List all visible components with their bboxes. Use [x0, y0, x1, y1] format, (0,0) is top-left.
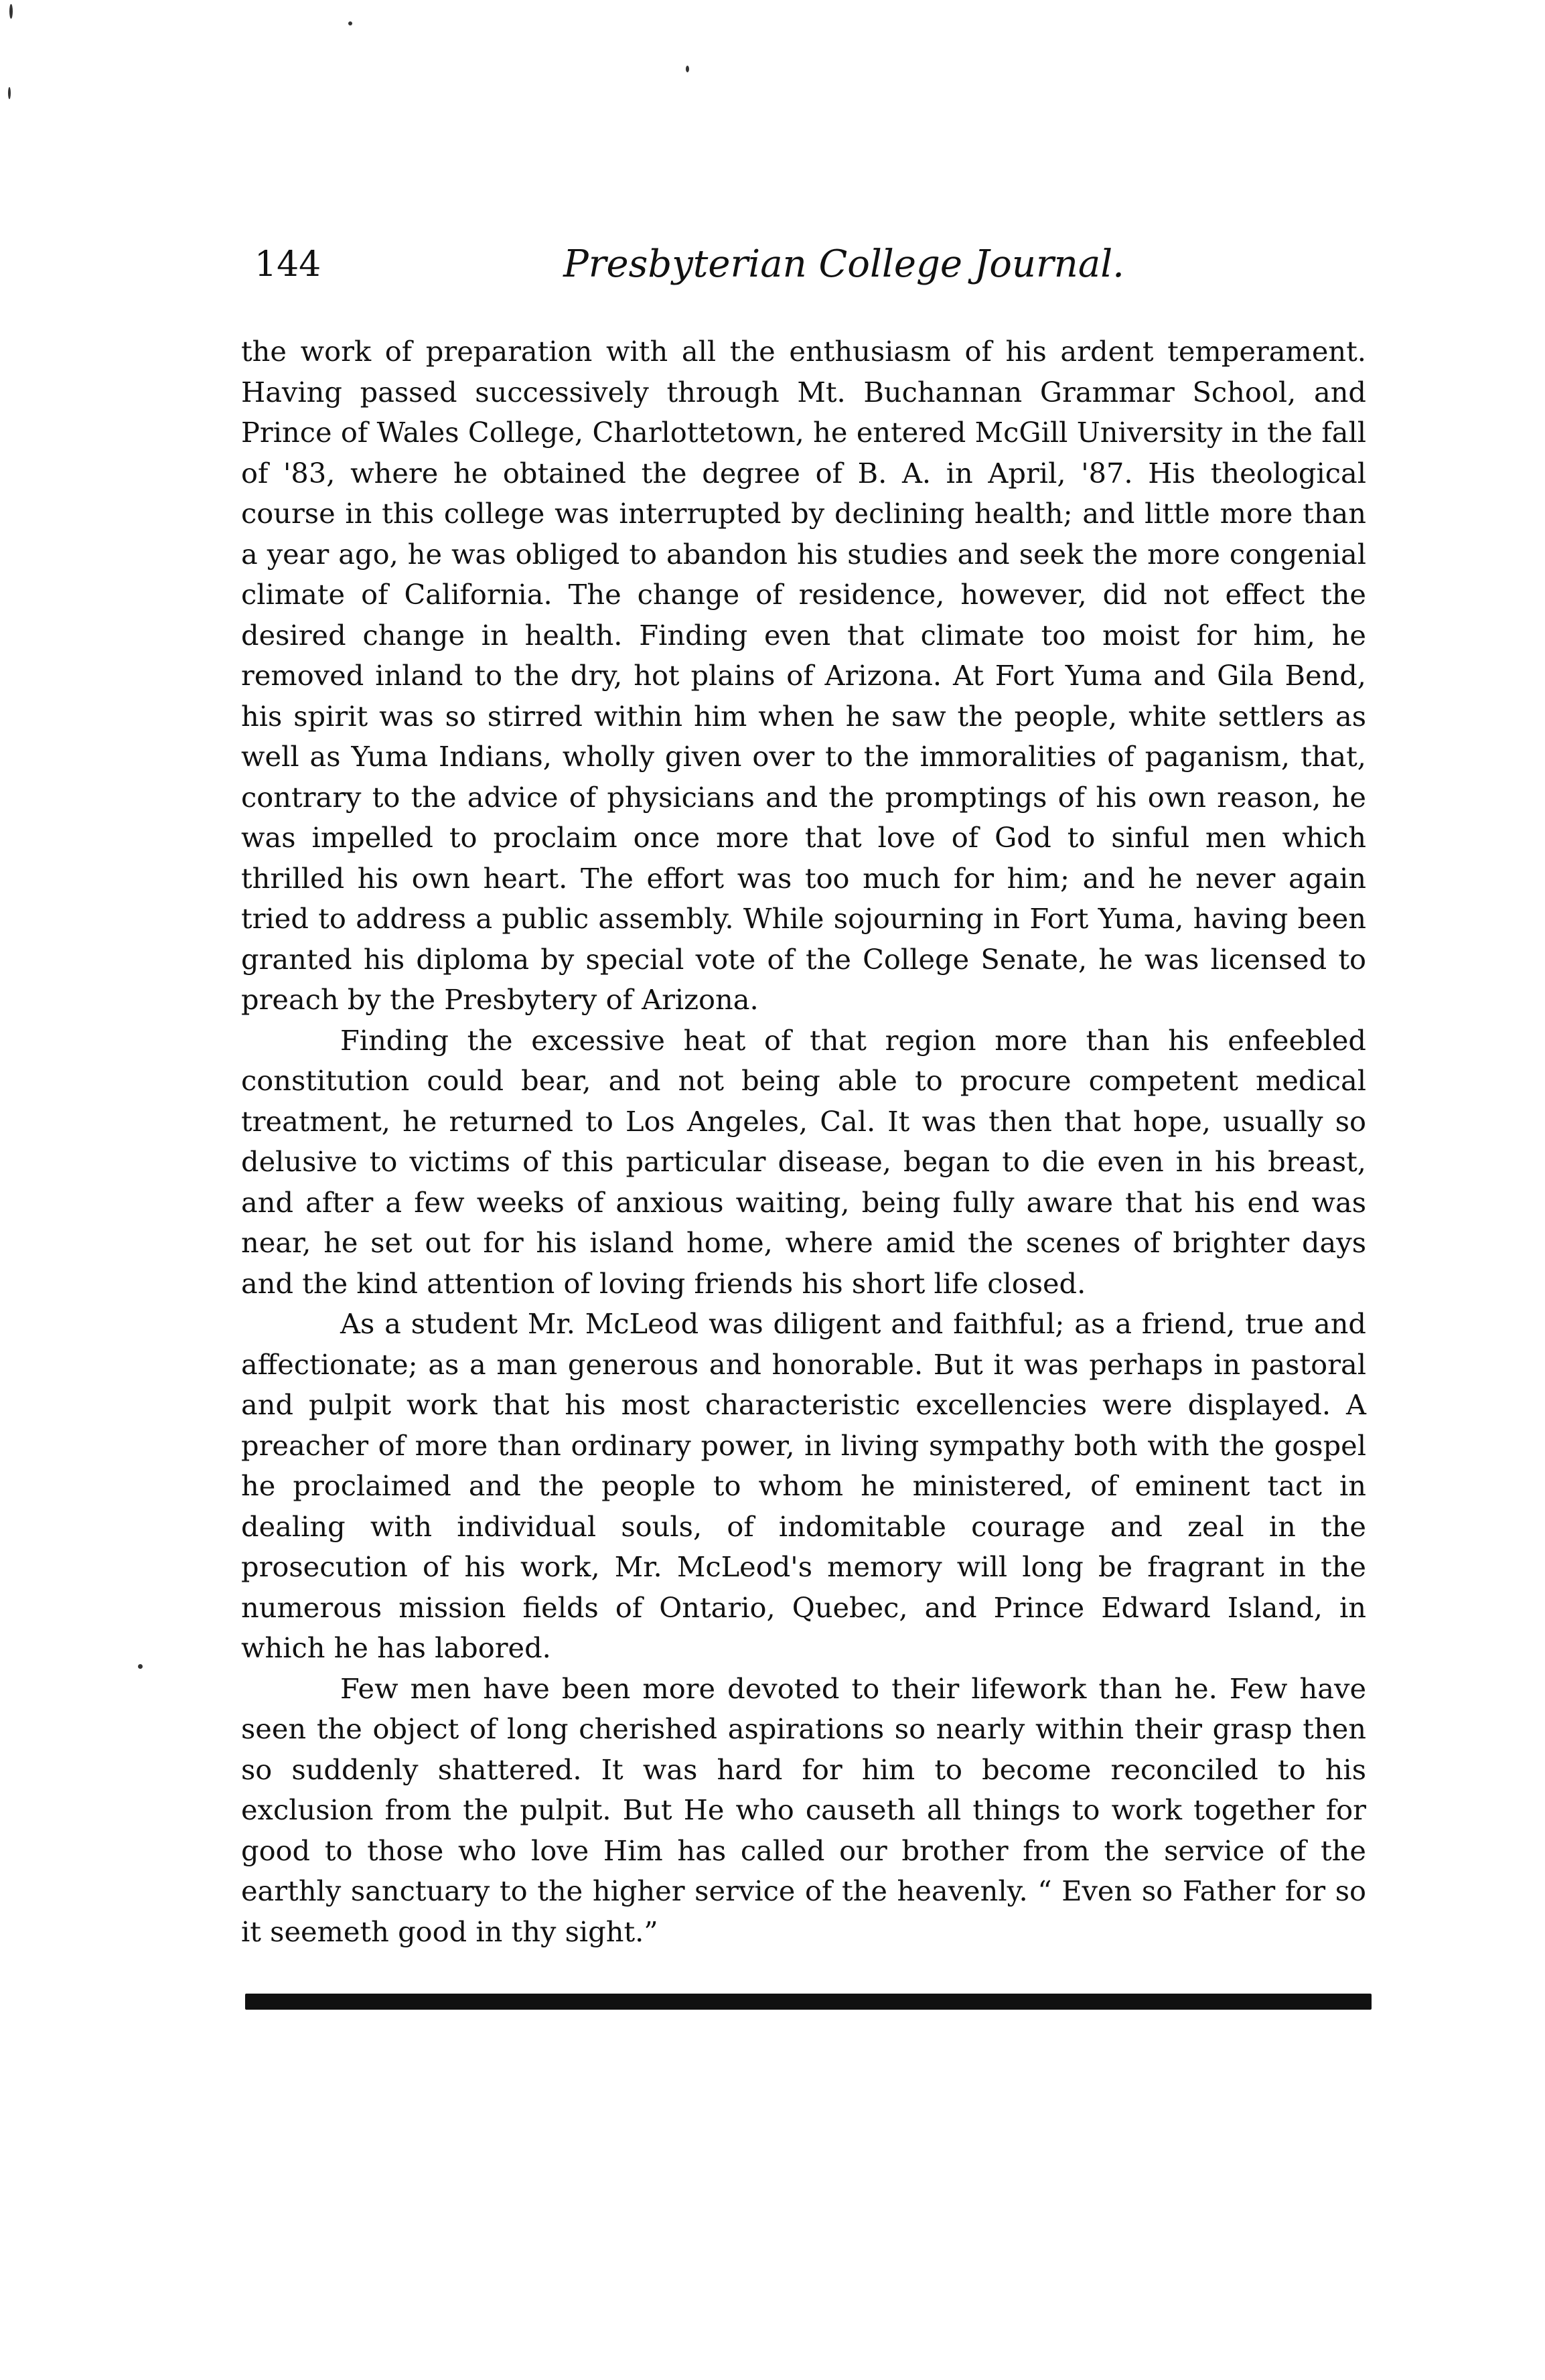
section-end-rule: [245, 1994, 1372, 2010]
scan-speck: [138, 1664, 143, 1669]
article-body: [241, 331, 1366, 1952]
page-header: [241, 238, 1366, 311]
scan-speck: [348, 21, 352, 25]
paragraph-1: the work of preparation with all the enthusiasm of his ardent temperament. Having passed successively through Mt. Buchannan Grammar School, and Prince of Wales College, Charlottetown, he entered McGill University in the fall of '83, where he obtained the degree of B. A. in April, '87. His theological course in this college was interrupted by declining health; and little more than a year ago, he was obliged to abandon his studies and seek the more congenial climate of California. The change of residence, however, did not effect the desired change in health. Finding even that climate too moist for him, he removed inland to the dry, hot plains of Arizona. At Fort Yuma and Gila Bend, his spirit was so stirred within him when he saw the people, white settlers as well as Yuma Indians, wholly given over to the immoralities of paganism, that, contrary to the advice of physicians and the promptings of his own reason, he was impelled to proclaim once more that love of God to sinful men which thrilled his own heart. The effort was too much for him; and he never again tried to address a public assembly. While sojourning in Fort Yuma, having been granted his diploma by special vote of the College Senate, he was licensed to preach by the Presbytery of Arizona.: [241, 335, 1366, 1016]
page-number: 144: [254, 244, 321, 285]
paragraph-4: Few men have been more devoted to their lifework than he. Few have seen the object of long cherished aspirations so nearly within their grasp then so suddenly shattered. It was hard for him to become reconciled to his exclusion from the pulpit. But He who causeth all things to work together for good to those who love Him has called our brother from the service of the earthly sanctuary to the higher service of the heavenly. “ Even so Father for so it seemeth good in thy sight.”: [241, 1671, 1366, 1948]
scan-speck: [8, 87, 11, 99]
document-page: [241, 238, 1366, 2010]
scan-speck: [686, 66, 689, 72]
paragraph-3: As a student Mr. McLeod was diligent and faithful; as a friend, true and affectionate; as a man generous and honorable. But it was perhaps in pastoral and pulpit work that his most characteristic excellencies were displayed. A preacher of more than ordinary power, in living sympathy both with the gospel he proclaimed and the people to whom he ministered, of eminent tact in dealing with individual souls, of indomitable courage and zeal in the prosecution of his work, Mr. McLeod's memory will long be fragrant in the numerous mission fields of Ontario, Quebec, and Prince Edward Island, in which he has labored.: [241, 1307, 1366, 1664]
scan-speck: [9, 4, 13, 19]
running-title: Presbyterian College Journal.: [563, 242, 1124, 286]
paragraph-2: Finding the excessive heat of that region more than his enfeebled constitution could bear, and not being able to procure competent medical treatment, he returned to Los Angeles, Cal. It was then that hope, usually so delusive to victims of this particular disease, began to die even in his breast, and after a few weeks of anxious waiting, being fully aware that his end was near, he set out for his island home, where amid the scenes of brighter days and the kind attention of loving friends his short life closed.: [241, 1023, 1366, 1300]
